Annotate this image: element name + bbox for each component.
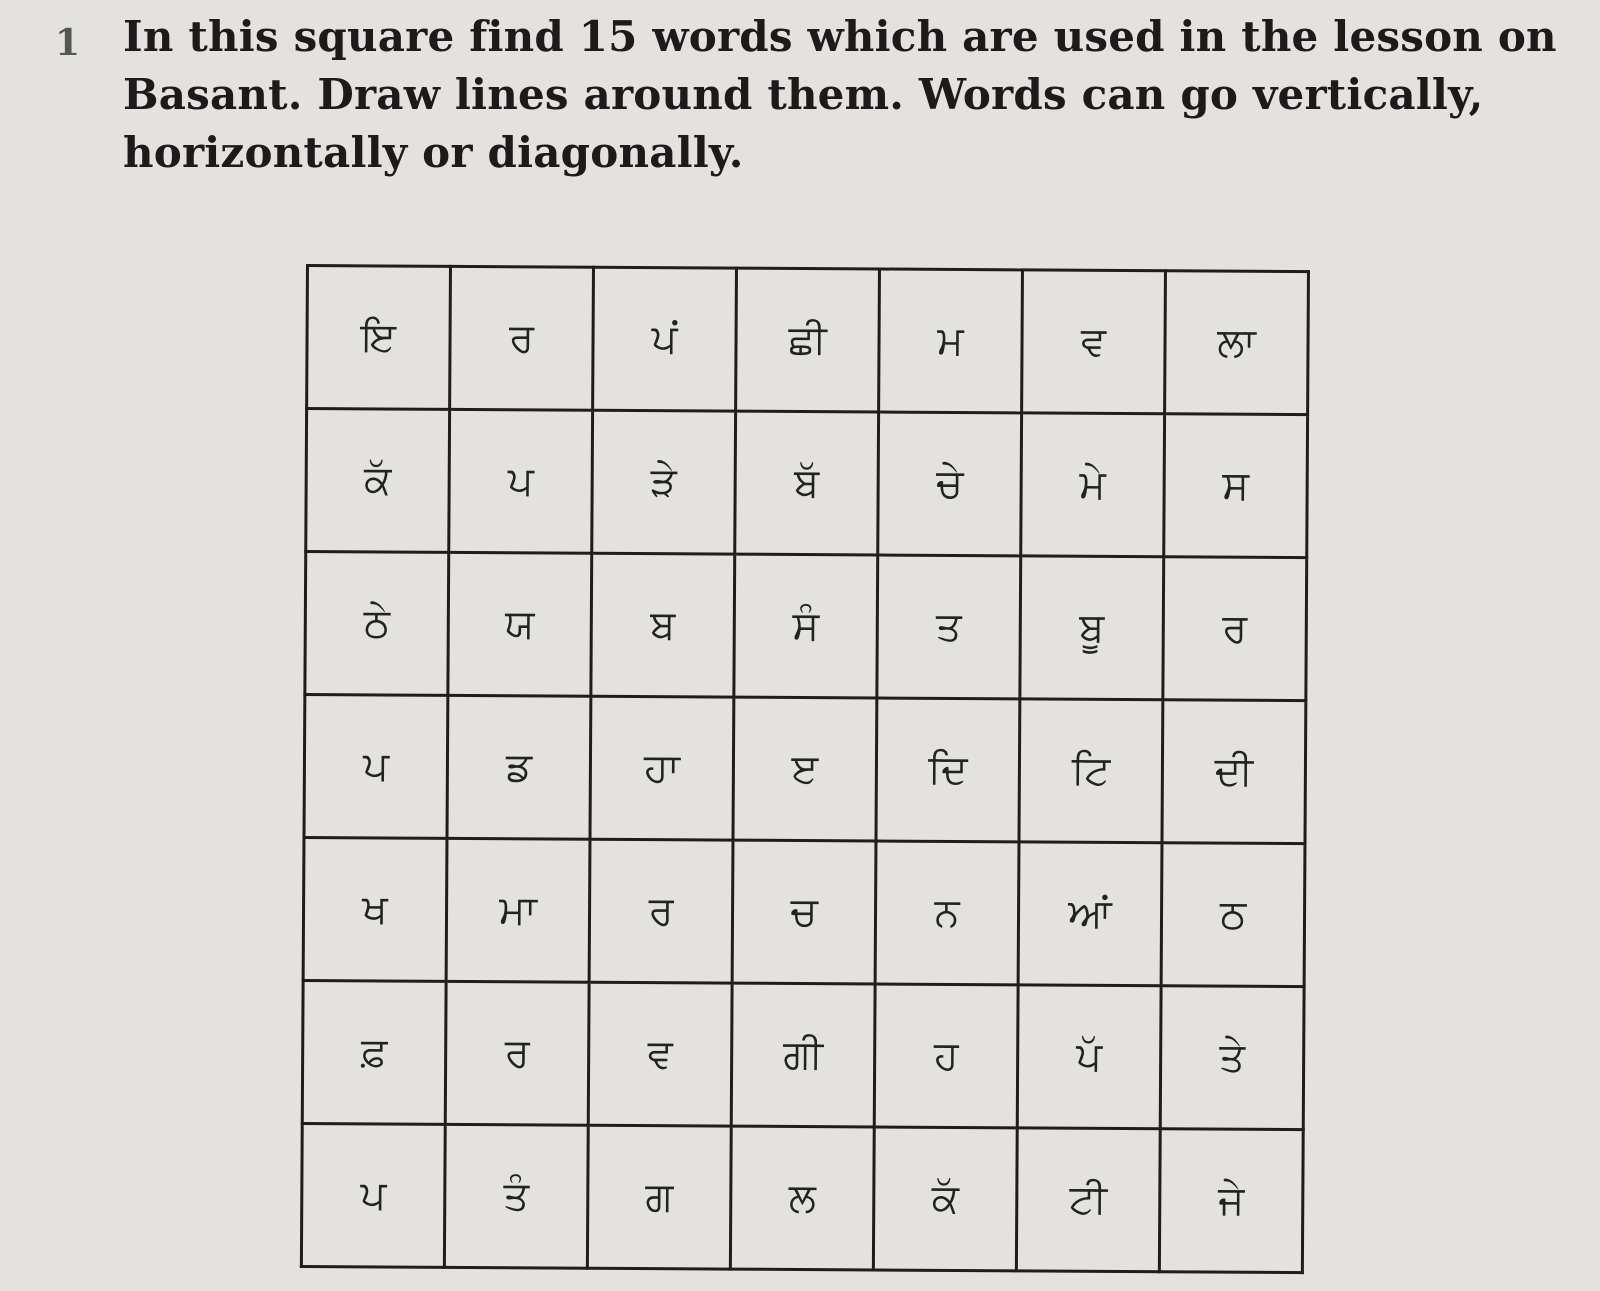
grid-cell[interactable]: ਵ bbox=[588, 982, 732, 1126]
grid-cell[interactable]: ਰ bbox=[589, 839, 733, 983]
grid-row bbox=[303, 837, 1305, 986]
grid-cell[interactable]: ਹ bbox=[874, 984, 1018, 1128]
grid-cell[interactable]: ਪੱ bbox=[1017, 985, 1161, 1129]
grid-cell[interactable]: ਬ bbox=[591, 553, 735, 697]
question-number: 1 bbox=[55, 22, 81, 64]
grid-cell[interactable]: ਸ bbox=[1164, 414, 1308, 558]
grid-cell[interactable]: ਪ bbox=[449, 409, 593, 553]
grid-cell[interactable]: ਕੱ bbox=[306, 409, 450, 553]
grid-cell[interactable]: ਬੱ bbox=[735, 411, 879, 555]
grid-row bbox=[301, 1123, 1303, 1272]
grid-cell[interactable]: ਵ bbox=[1022, 270, 1166, 414]
grid-cell[interactable]: ਪ bbox=[301, 1123, 445, 1267]
grid-row bbox=[304, 695, 1306, 844]
grid-cell[interactable]: ਛੀ bbox=[736, 268, 880, 412]
grid-cell[interactable]: ਪ bbox=[304, 695, 448, 839]
grid-cell[interactable]: ਹਾ bbox=[590, 696, 734, 840]
grid-cell[interactable]: ਦੀ bbox=[1162, 700, 1306, 844]
grid-cell[interactable]: ਮ bbox=[879, 269, 1023, 413]
grid-row bbox=[305, 552, 1307, 701]
grid-cell[interactable]: ਨ bbox=[875, 841, 1019, 985]
grid-cell[interactable]: ਜੇ bbox=[1159, 1129, 1303, 1273]
grid-cell[interactable]: ਤ bbox=[877, 555, 1021, 699]
grid-cell[interactable]: ਕੱ bbox=[873, 1127, 1017, 1271]
question-text: In this square find 15 words which are used in the lesson on Basant. Draw lines around them. Words can go vertically, horizontally or diagonally. bbox=[123, 12, 1557, 177]
grid-cell[interactable]: ੲ bbox=[733, 697, 877, 841]
word-search-grid bbox=[300, 264, 1310, 1274]
grid-cell[interactable]: ਰ bbox=[445, 981, 589, 1125]
grid-cell[interactable]: ਆਂ bbox=[1018, 842, 1162, 986]
word-search-grid-body bbox=[301, 266, 1308, 1273]
grid-cell[interactable]: ਠ bbox=[1161, 843, 1305, 987]
grid-cell[interactable]: ਫ਼ bbox=[302, 980, 446, 1124]
grid-cell[interactable]: ਲਾ bbox=[1165, 271, 1309, 415]
grid-cell[interactable]: ਡ bbox=[447, 695, 591, 839]
grid-cell[interactable]: ਸੰ bbox=[734, 554, 878, 698]
grid-cell[interactable]: ਗੀ bbox=[731, 983, 875, 1127]
grid-cell[interactable]: ਟੀ bbox=[1016, 1128, 1160, 1272]
grid-cell[interactable]: ਗ bbox=[587, 1125, 731, 1269]
grid-cell[interactable]: ਇ bbox=[307, 266, 451, 410]
grid-cell[interactable]: ਠੇ bbox=[305, 552, 449, 696]
grid-cell[interactable]: ਤੇ bbox=[1160, 986, 1304, 1130]
grid-cell[interactable]: ਖ bbox=[303, 837, 447, 981]
grid-cell[interactable]: ਮਾ bbox=[446, 838, 590, 982]
grid-cell[interactable]: ਚ bbox=[732, 840, 876, 984]
grid-row bbox=[302, 980, 1304, 1129]
grid-cell[interactable]: ਰ bbox=[450, 266, 594, 410]
grid-cell[interactable]: ਤੰ bbox=[444, 1124, 588, 1268]
grid-cell[interactable]: ਟਿ bbox=[1019, 699, 1163, 843]
grid-row bbox=[307, 266, 1309, 415]
grid-cell[interactable]: ਚੇ bbox=[878, 412, 1022, 556]
grid-cell[interactable]: ਰ bbox=[1163, 557, 1307, 701]
grid-cell[interactable]: ਦਿ bbox=[876, 698, 1020, 842]
grid-cell[interactable]: ਪਂ bbox=[593, 267, 737, 411]
grid-row bbox=[306, 409, 1308, 558]
grid-cell[interactable]: ਬੂ bbox=[1020, 556, 1164, 700]
grid-cell[interactable]: ਲ bbox=[730, 1126, 874, 1270]
grid-cell[interactable]: ਯ bbox=[448, 552, 592, 696]
grid-cell[interactable]: ਮੇ bbox=[1021, 413, 1165, 557]
grid-cell[interactable]: ੜੇ bbox=[592, 410, 736, 554]
